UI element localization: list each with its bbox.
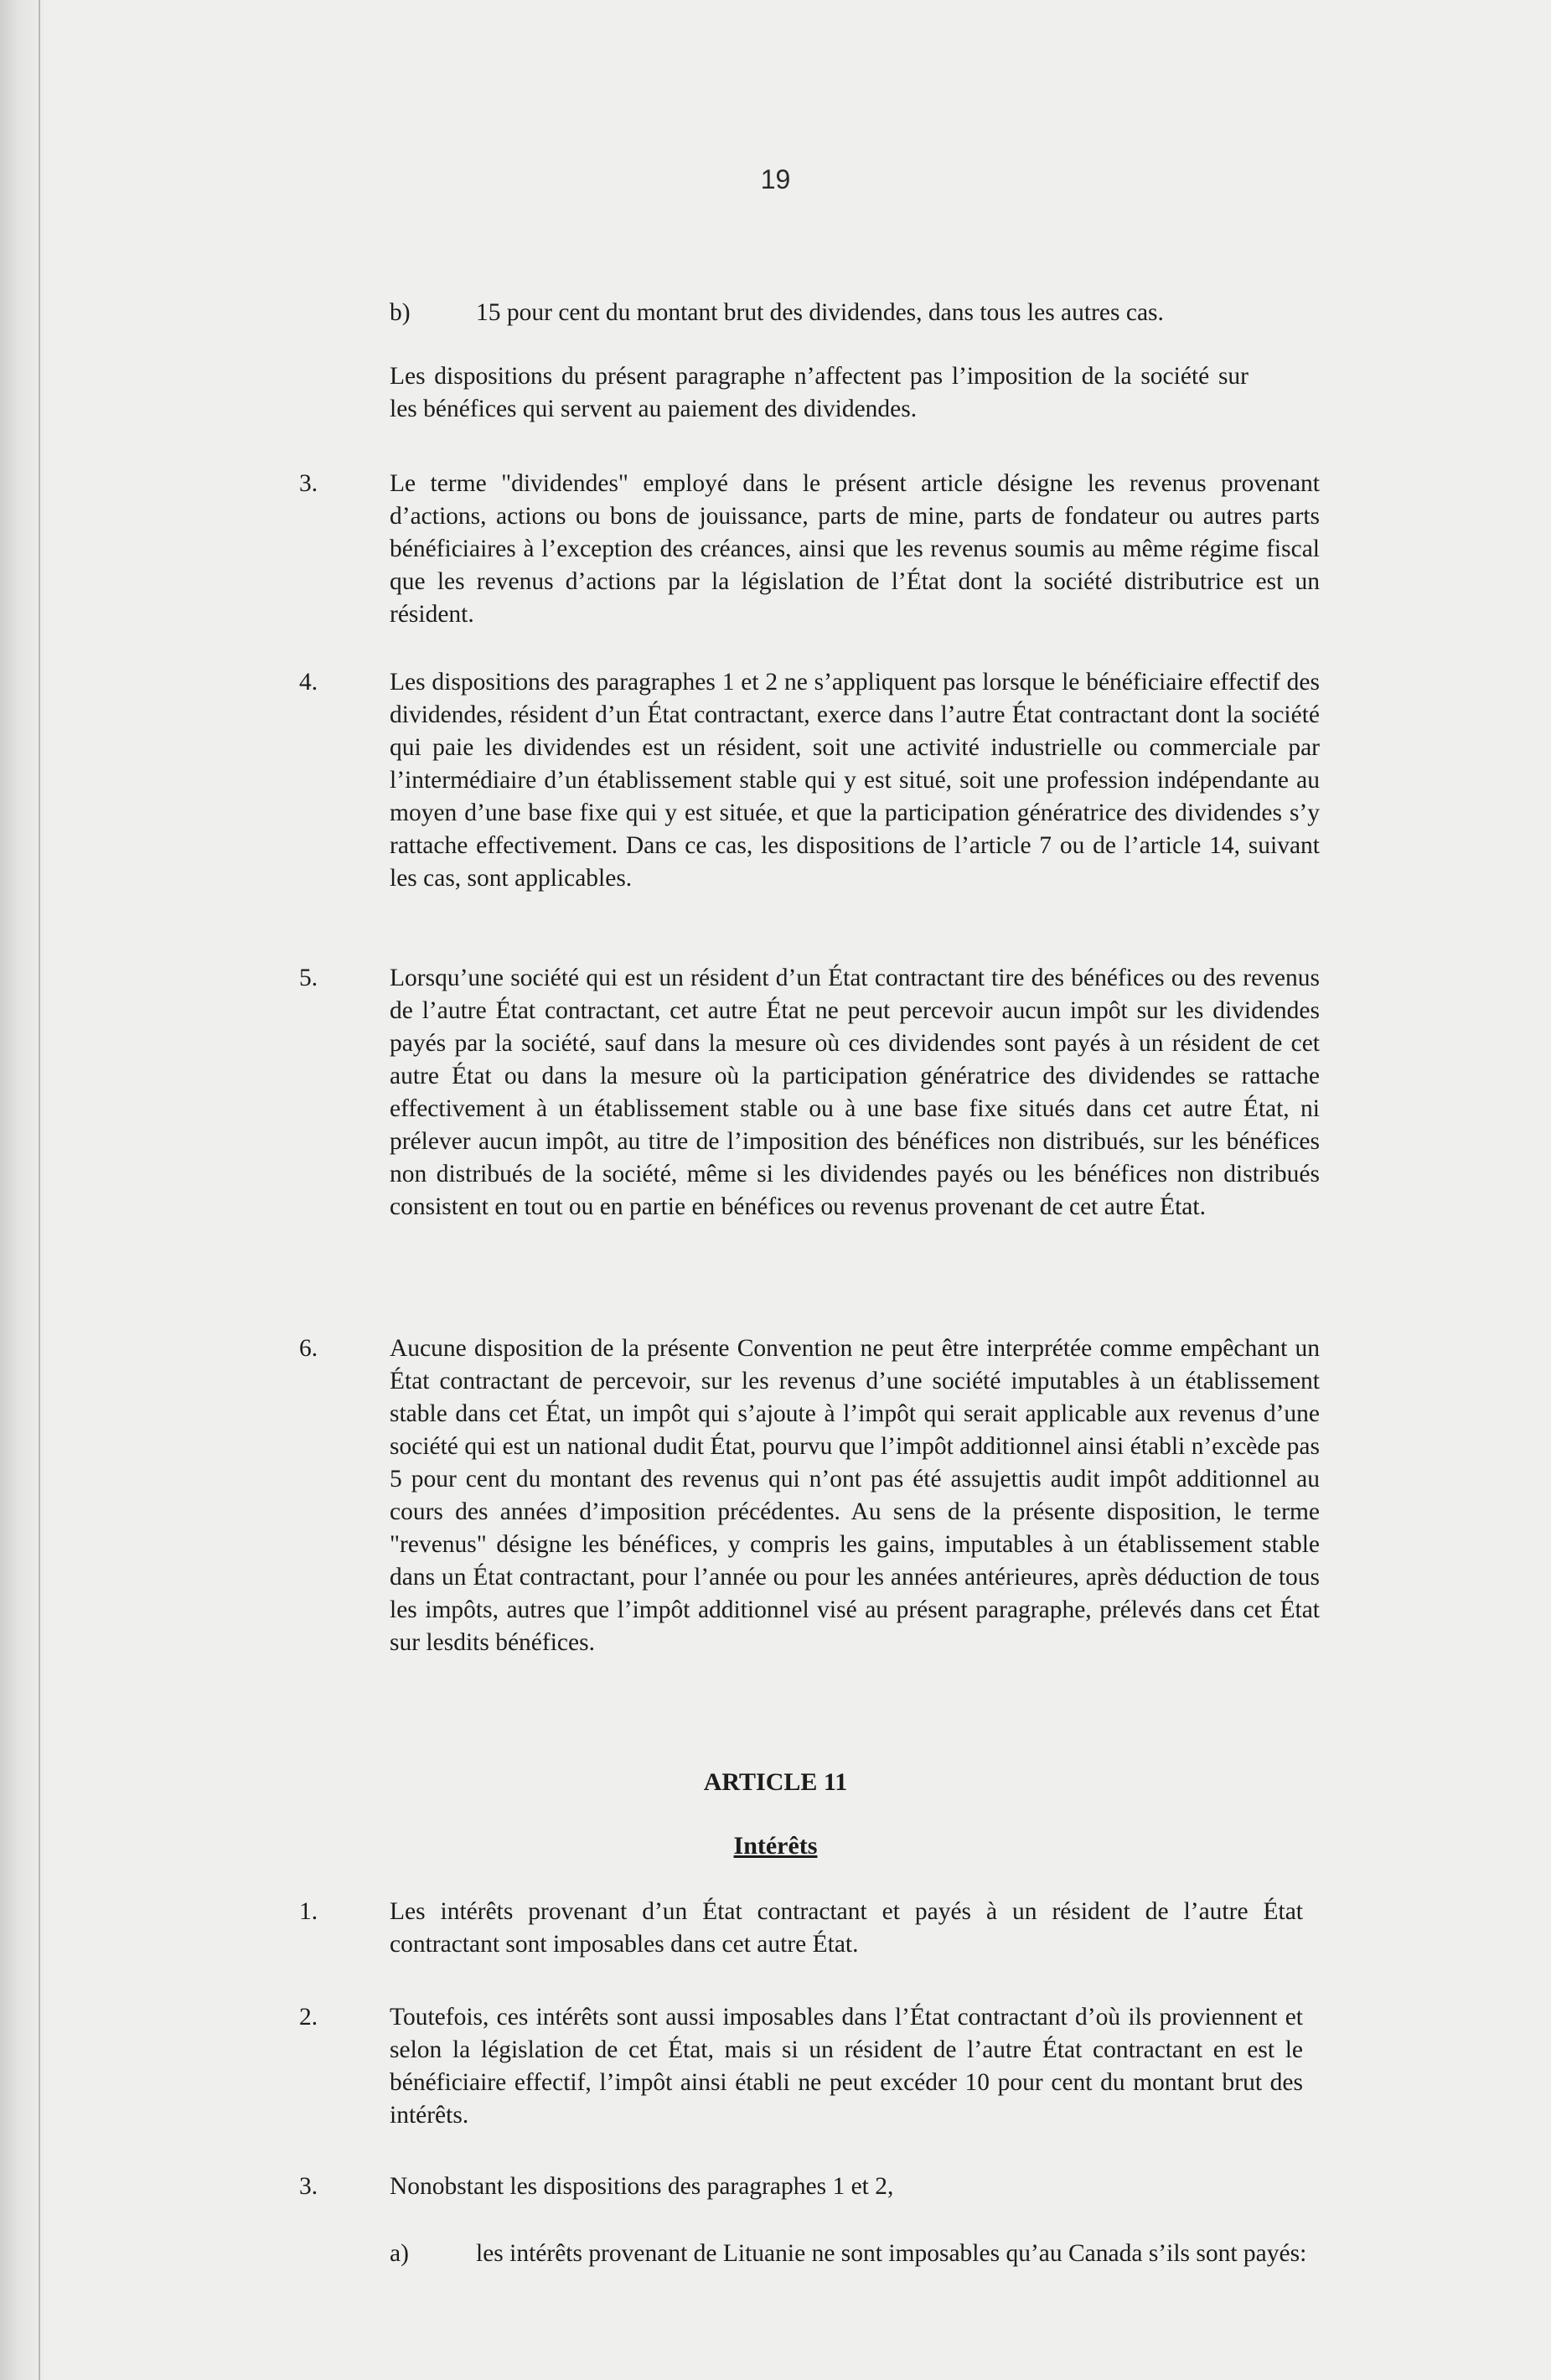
interest-paragraph-2-text: Toutefois, ces intérêts sont aussi imposables dans l’État contractant d’où ils proviennent et selon la législation de cet État, mais si un résident de l’autre État contractant en est le bénéficiaire effectif, l’impôt ainsi établi ne peut excéder 10 pour cent du montant brut des intérêts. — [390, 2004, 1303, 2129]
paragraph-3-number: 3. — [299, 470, 318, 497]
paragraph-3-text: Le terme "dividendes" employé dans le présent article désigne les revenus provenant d’actions, actions ou bons de jouissance, parts de mine, parts de fondateur ou autres parts bénéficiaires à l’exception des créances, ainsi que les revenus soumis au même régime fiscal que les revenus d’actions par la législation de l’État dont la société distributrice est un résident. — [390, 470, 1320, 628]
paragraph-5-number: 5. — [299, 965, 318, 991]
interest-paragraph-2-number: 2. — [299, 2004, 318, 2031]
page-number: 19 — [760, 164, 791, 194]
interest-paragraph-3-number: 3. — [299, 2173, 318, 2200]
page-edge-line — [39, 0, 40, 2380]
paragraph-6-text: Aucune disposition de la présente Convention ne peut être interprétée comme empêchant un État contractant de percevoir, sur les revenus d’une société imputables à un établissement stable dans cet État, un impôt qui s’ajoute à l’impôt qui serait applicable aux revenus d’une société qui est un national dudit État, pourvu que l’impôt additionnel ainsi établi n’excède pas 5 pour cent du montant des revenus qui n’ont pas été assujettis audit impôt additionnel au cours des années d’imposition précédentes. Au sens de la présente disposition, le terme "revenus" désigne les bénéfices, y compris les gains, imputables à un établissement stable dans un État contractant, pour l’année ou pour les années antérieures, après déduction de tous les impôts, autres que l’impôt additionnel visé au présent paragraphe, prélevés dans cet État sur lesdits bénéfices. — [390, 1335, 1320, 1656]
interest-paragraph-1-number: 1. — [299, 1898, 318, 1925]
item-b-label: b) — [390, 299, 411, 326]
interest-paragraph-3-text: Nonobstant les dispositions des paragraphes 1 et 2, — [390, 2173, 894, 2200]
article-subtitle: Intérêts — [733, 1832, 818, 1860]
interest-item-a-text: les intérêts provenant de Lituanie ne sont imposables qu’au Canada s’ils sont payés: — [476, 2240, 1307, 2267]
paragraph-b-note: Les dispositions du présent paragraphe n’affectent pas l’imposition de la société sur les bénéfices qui servent au paiement des dividendes. — [390, 363, 1249, 422]
interest-item-a-label: a) — [390, 2240, 409, 2267]
paragraph-4-number: 4. — [299, 669, 318, 696]
page-binding-shadow — [0, 0, 49, 2380]
item-b-text: 15 pour cent du montant brut des dividendes, dans tous les autres cas. — [476, 299, 1164, 326]
paragraph-5-text: Lorsqu’une société qui est un résident d’un État contractant tire des bénéfices ou des revenus de l’autre État contractant, cet autre État ne peut percevoir aucun impôt sur les dividendes payés par la société, sauf dans la mesure où ces dividendes sont payés à un résident de cet autre État ou dans la mesure où la participation génératrice des dividendes se rattache effectivement à un établissement stable ou à une base fixe situés dans cet autre État, ni prélever aucun impôt, au titre de l’imposition des bénéfices non distribués, sur les bénéfices non distribués de la société, même si les dividendes payés ou les bénéfices non distribués consistent en tout ou en partie en bénéfices ou revenus provenant de cet autre État. — [390, 965, 1320, 1220]
interest-paragraph-1-text: Les intérêts provenant d’un État contractant et payés à un résident de l’autre État contractant sont imposables dans cet autre État. — [390, 1898, 1303, 1958]
paragraph-4-text: Les dispositions des paragraphes 1 et 2 ne s’appliquent pas lorsque le bénéficiaire effectif des dividendes, résident d’un État contractant, exerce dans l’autre État contractant dont la société qui paie les dividendes est un résident, soit une activité industrielle ou commerciale par l’intermédiaire d’un établissement stable qui y est situé, soit une profession indépendante au moyen d’une base fixe qui y est située, et que la participation génératrice des dividendes s’y rattache effectivement. Dans ce cas, les dispositions de l’article 7 ou de l’article 14, suivant les cas, sont applicables. — [390, 669, 1320, 892]
paragraph-6-number: 6. — [299, 1335, 318, 1362]
article-title: ARTICLE 11 — [703, 1768, 848, 1796]
